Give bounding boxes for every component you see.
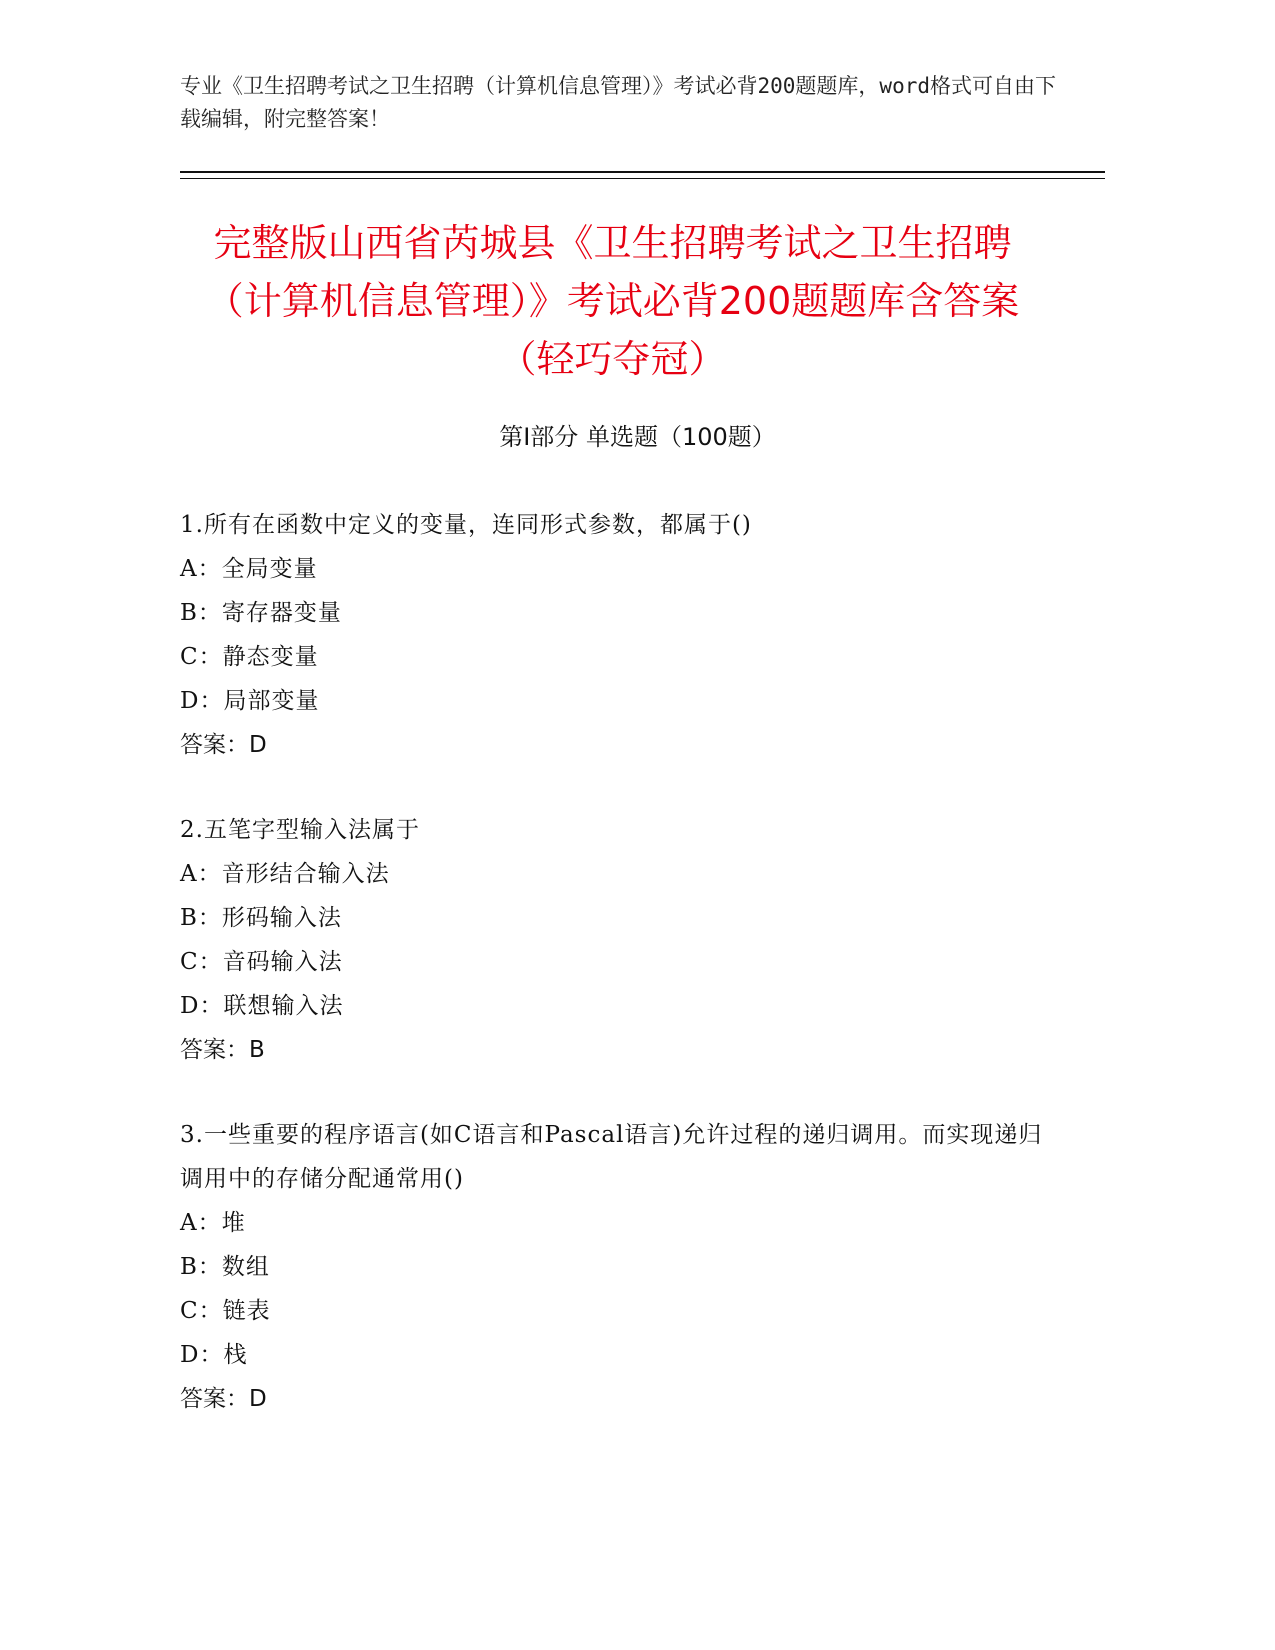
answer: 答案：D — [180, 1386, 267, 1412]
option-b: B：寄存器变量 — [180, 600, 342, 626]
option-a: A：全局变量 — [180, 556, 318, 582]
question-1 — [180, 503, 1060, 767]
header-divider-thick — [180, 171, 1105, 173]
option-a: A：堆 — [180, 1210, 246, 1236]
option-c: C：链表 — [180, 1298, 271, 1324]
option-d: D：联想输入法 — [180, 993, 344, 1019]
option-a: A：音形结合输入法 — [180, 861, 390, 887]
header-divider-thin — [180, 178, 1105, 179]
question-2 — [180, 808, 1060, 1072]
question-stem: 3.一些重要的程序语言(如C语言和Pascal语言)允许过程的递归调用。而实现递归调用中的存储分配通常用() — [180, 1122, 1043, 1192]
answer: 答案：D — [180, 732, 267, 758]
option-c: C：静态变量 — [180, 644, 319, 670]
option-b: B：数组 — [180, 1254, 270, 1280]
option-d: D：局部变量 — [180, 688, 320, 714]
option-b: B：形码输入法 — [180, 905, 342, 931]
document-title: 完整版山西省芮城县《卫生招聘考试之卫生招聘（计算机信息管理）》考试必背200题题库含答案（轻巧夺冠） — [205, 221, 1020, 381]
question-stem: 2.五笔字型输入法属于 — [180, 817, 420, 843]
option-d: D：栈 — [180, 1342, 248, 1368]
question-3 — [180, 1113, 1060, 1421]
section-title: 第I部分 单选题（100题） — [499, 423, 776, 451]
question-stem: 1.所有在函数中定义的变量，连同形式参数，都属于() — [180, 512, 752, 538]
header-note: 专业《卫生招聘考试之卫生招聘（计算机信息管理）》考试必背200题题库，word格式可自由下载编辑，附完整答案！ — [180, 74, 1056, 131]
option-c: C：音码输入法 — [180, 949, 343, 975]
answer: 答案：B — [180, 1037, 265, 1063]
